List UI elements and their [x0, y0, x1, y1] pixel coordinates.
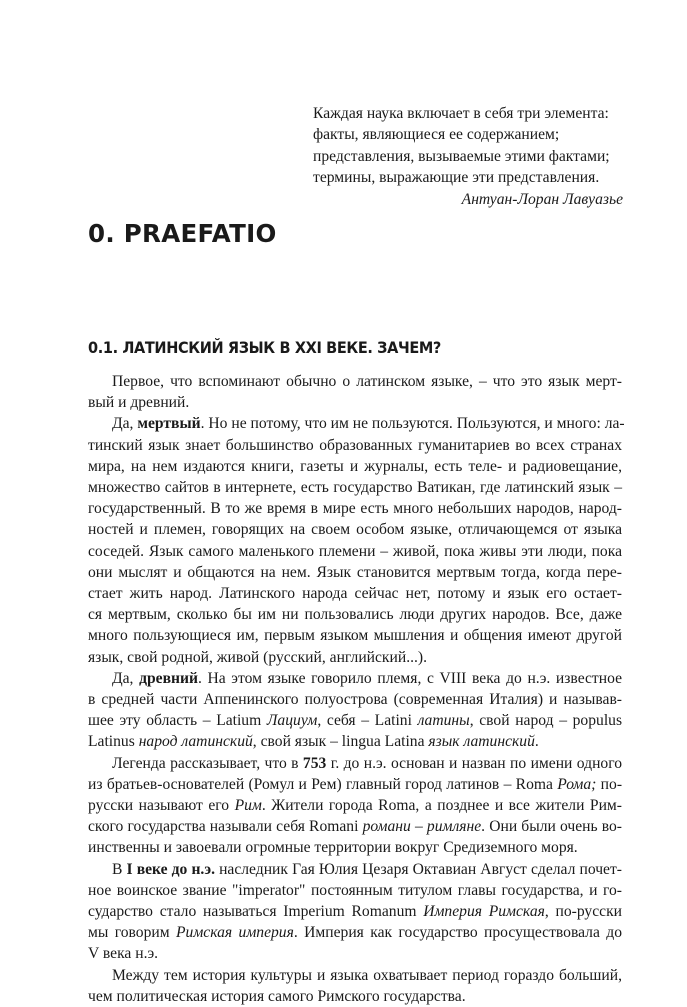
emphasis-term: I веке до н.э. [126, 860, 215, 878]
emphasis-term: древний [139, 669, 198, 687]
text-line [88, 774, 622, 795]
text-line: инственны и завоевали огромные территории вокруг Средиземного моря. [88, 839, 578, 857]
text-run: Да, [112, 669, 140, 687]
text-run: мы говорим [88, 924, 176, 942]
text-line [88, 731, 622, 752]
text-line: государственный. В то же время в мире есть много небольших народов, народ- [88, 500, 622, 518]
translation-term: Римская империя [176, 924, 294, 942]
epigraph-line: Каждая наука включает в себя три элемента: [313, 105, 609, 122]
paragraph-2 [88, 413, 625, 667]
text-line [88, 922, 622, 943]
text-run: из братьев-основателей (Ромул и Рем) главный город латинов – Roma [88, 775, 558, 793]
text-run: шее эту область – Latium [88, 712, 267, 730]
text-line: Между тем история культуры и языка охватывает период гораздо больший, [112, 966, 622, 984]
text-run: . Империя как государство просуществовала до [293, 924, 623, 942]
text-run: наследник Гая Юлия Цезаря Октавиан Август сделал почет- [214, 860, 622, 878]
text-line: тинский язык знает большинство образованных гуманитариев во всех странах [88, 436, 622, 454]
text-run: г. до н.э. основан и назван по имени одного [326, 754, 623, 772]
translation-term: Рома; [557, 775, 597, 793]
text-run: Да, [112, 415, 138, 433]
body-text [88, 371, 625, 1007]
paragraph-6 [88, 965, 622, 1007]
text-run: . [534, 733, 539, 751]
text-run: Легенда рассказывает, что в [112, 754, 303, 772]
translation-term: латины [417, 712, 470, 730]
text-run: . На этом языке говорило племя, с VIII века до н.э. известное [197, 669, 622, 687]
text-line [88, 795, 622, 816]
text-run: Latinus [88, 733, 139, 751]
text-line: ное воинское звание "imperator" постоянным титулом главы государства, и го- [88, 881, 622, 899]
epigraph-author: Антуан-Лоран Лавуазье [461, 190, 623, 208]
paragraph-1 [88, 371, 622, 413]
emphasis-term: 753 [302, 754, 327, 772]
epigraph [313, 103, 633, 210]
text-run: сударство стало называться Imperium Romanum [88, 903, 424, 921]
text-line: мира, на нем издаются книги, газеты и журналы, есть теле- и радиовещание, [88, 457, 622, 475]
translation-term: язык латинский [428, 733, 535, 751]
text-line: чем политическая история самого Римского государства. [88, 987, 466, 1005]
text-run: , свой народ – populus [469, 712, 623, 730]
text-line: стает жить народ. Латинского народа сейчас нет, потому и язык его остает- [88, 585, 622, 603]
epigraph-line: представления, вызываемые этими фактами; [313, 147, 610, 165]
text-run: русски называют его [88, 797, 235, 815]
text-line [88, 413, 625, 434]
translation-term: романи – римляне [362, 818, 482, 836]
text-run: , себя – Latini [317, 712, 418, 730]
text-line [88, 859, 622, 880]
text-run: по- [596, 775, 623, 793]
translation-term: Империя Римская [423, 903, 545, 921]
text-run: В [112, 860, 127, 878]
text-line [88, 753, 622, 774]
text-line: V века н.э. [88, 945, 159, 963]
text-line: язык, свой родной, живой (русский, английский...). [88, 648, 427, 666]
text-line: вый и древний. [88, 394, 190, 412]
emphasis-term: мертвый [137, 415, 201, 433]
text-run: . Они были очень во- [481, 818, 622, 836]
translation-term: Лациум [266, 712, 318, 730]
text-run: . Жители города Roma, а позднее и все жители Рим- [261, 797, 622, 815]
text-run: , свой язык – lingua Latina [252, 733, 429, 751]
text-line [88, 901, 622, 922]
text-line: они мыслят и общаются на нем. Язык становится мертвым тогда, когда пере- [88, 563, 622, 581]
text-run: ского государства называли себя Romani [88, 818, 363, 836]
epigraph-line: факты, являющиеся ее содержанием; [313, 126, 560, 144]
text-line: ностей и племен, говорящих на своем особом языке, отличающемся от языка [88, 521, 622, 539]
text-line: множество сайтов в интернете, есть государство Ватикан, где латинский язык – [88, 479, 622, 497]
paragraph-3 [88, 668, 622, 753]
translation-term: Рим [234, 797, 262, 815]
text-line: соседей. Язык самого маленького племени – живой, пока живы эти люди, пока [88, 542, 622, 560]
text-line: ся мертвым, сколько бы им ни пользовались люди других народов. Все, даже [88, 606, 622, 624]
text-run: , по-русски [544, 903, 622, 921]
section-title: 0.1. ЛАТИНСКИЙ ЯЗЫК В XXI ВЕКЕ. ЗАЧЕМ? [88, 339, 441, 357]
text-run: . Но не потому, что им не пользуются. Пользуются, и много: ла- [200, 415, 625, 433]
translation-term: народ латинский [138, 733, 253, 751]
epigraph-line: термины, выражающие эти представления. [313, 169, 600, 187]
chapter-title: 0. PRAEFATIO [88, 219, 277, 248]
text-line [88, 710, 622, 731]
text-line: много пользующиеся им, первым языком мышления и общения имеют другой [88, 627, 622, 645]
text-line: Первое, что вспоминают обычно о латинском языке, – что это язык мерт- [112, 373, 622, 390]
paragraph-5 [88, 859, 622, 965]
text-line: в средней части Аппенинского полуострова (современная Италия) и называв- [88, 691, 622, 709]
text-line [88, 816, 622, 837]
text-line [88, 668, 622, 689]
paragraph-4 [88, 753, 622, 859]
